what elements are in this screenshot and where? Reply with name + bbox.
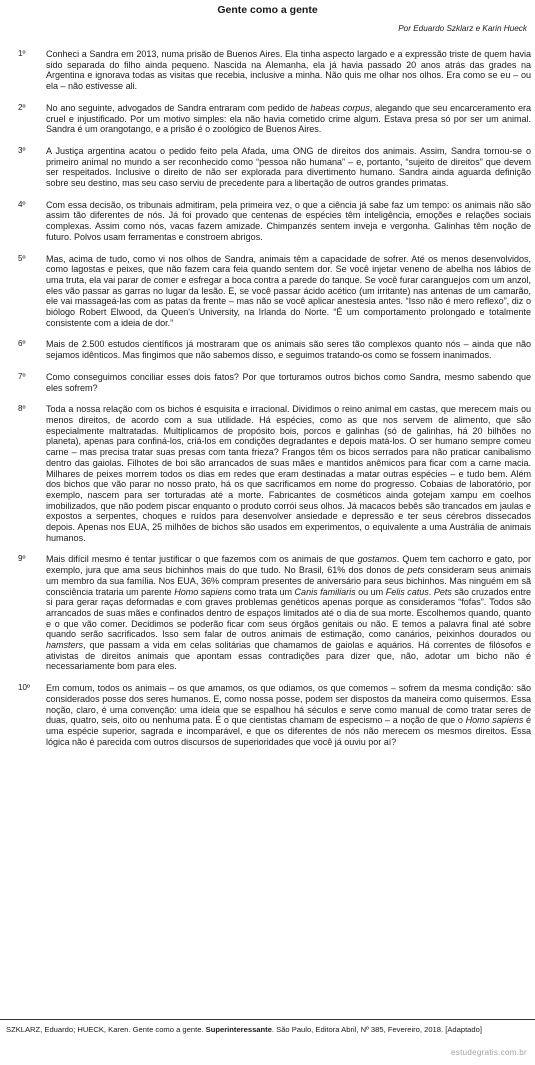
paragraph-text: Como conseguimos conciliar esses dois fatos? Por que torturamos outros bichos como Sandra, mesmo sabendo que eles sofrem? <box>46 371 531 393</box>
paragraph-text: Mas, acima de tudo, como vi nos olhos de Sandra, animais têm a capacidade de sofrer. Até os menos desenvolvidos, como lagostas e peixes, que não fazem cara feia quando sentem dor. Se você injetar veneno de abelha nos lábios de uma truta, ela vai parar de comer e esfregar a boca contra a parede do tanque. Se você furar caranguejos com um anzol, eles vão passar as garras no lugar da lesão. E, se você passar ácido acético (um irritante) nas antenas de um camarão, ele vai massageá-las com as patas da frente – mas não se você aplicar anestesia antes. “Isso não é mero reflexo”, diz o biólogo Robert Elwood, da Queen's University, na Irlanda do Norte. “É um comportamento prolongado e totalmente consistente com a ideia de dor.” <box>46 253 531 328</box>
reference-suffix: . São Paulo, Editora Abril, Nº 385, Fevereiro, 2018. [Adaptado] <box>271 1025 482 1034</box>
paragraph-text: Com essa decisão, os tribunais admitiram, pela primeira vez, o que a ciência já sabe faz um tempo: os animais não são assim tão diferentes de nós. Já foi provado que centenas de espécies têm inteligência, emoções e relações sociais complexas. Assim como nós, vacas fazem amizade. Chimpanzés sentem inveja e vergonha. Galinhas têm noção de futuro. Polvos usam ferramentas e constroem abrigos. <box>46 199 531 242</box>
paragraph-text: A Justiça argentina acatou o pedido feito pela Afada, uma ONG de direitos dos animais. Assim, Sandra tornou-se o primeiro animal no mundo a ser reconhecido como “pessoa não humana” – e, portanto, “sujeito de direitos” que devem ser respeitados. Inclusive o direito de não ser explorada para divertimento humano. Sandra ainda aguarda definição sobre seu destino, mas seu caso serviu de precedente para a libertação de outros grandes primatas. <box>46 145 531 189</box>
paragraph-number: 9º <box>18 554 26 564</box>
paragraph-number: 2º <box>18 102 26 112</box>
paragraph-number: 10º <box>18 683 30 693</box>
paragraph <box>0 339 535 360</box>
paragraph <box>0 404 535 543</box>
paragraph <box>0 49 535 92</box>
paragraph <box>0 254 535 329</box>
paragraph <box>0 683 535 747</box>
reference-source: Superinteressante <box>205 1025 272 1034</box>
paragraph <box>0 103 535 135</box>
author-byline: Por Eduardo Szklarz e Karin Hueck <box>398 24 527 33</box>
paragraph <box>0 200 535 243</box>
paragraph-number: 7º <box>18 371 26 381</box>
paragraph-number: 1º <box>18 49 26 58</box>
paragraph <box>0 554 535 672</box>
watermark: estudegratis.com.br <box>451 1048 527 1057</box>
paragraph <box>0 372 535 393</box>
paragraph-number: 5º <box>18 253 26 263</box>
page-title: Gente como a gente <box>217 4 318 16</box>
paragraph-number: 4º <box>18 199 26 209</box>
paragraph-text: Em comum, todos os animais – os que amamos, os que odiamos, os que comemos – sofrem da mesma condição: são considerados posse dos seres humanos. E, como nossa posse, podem ser dispostos da maneira como quisermos. Essa noção, claro, é uma convenção: uma ideia que se espalhou há séculos e serve como manual de como tratar seres de duas, quatro, seis, oito ou nenhuma pata. É o que cientistas chamam de especismo – a noção de que o Homo sapiens é uma espécie superior, sagrada e incomparável, e que os diferentes de nós não merecem os mesmos direitos. Essa lógica não é parecida com outros discursos de superioridades que você já ouviu por aí? <box>46 683 531 747</box>
paragraph-text: Mais difícil mesmo é tentar justificar o que fazemos com os animais de que gostamos. Quem tem cachorro e gato, por exemplo, jura que ama seus bichinhos mais do que tudo. No Brasil, 61% dos donos de pets consideram seus animais um membro da sua família. Nos EUA, 36% compram presentes de aniversário para seus bichinhos. Mas ninguém em sã consciência trataria um parente Homo sapiens como trata um Canis familiaris ou um Felis catus. Pets são cruzados entre si para gerar raças deformadas e com graves problemas genéticos apenas porque as consideramos “fofas”. Todos são arrancados de suas mães e confinados dentro de espaços limitados até o dia de sua morte. Escolhemos quando, quanto e o que vão comer. Decidimos se poderão ficar com seus órgãos genitais ou não. E temos a palavra final até sobre quando serão sacrificados. Isso sem falar de outros animais de estimação, como canários, peixinhos dourados ou hamsters, que passam a vida em celas solitárias que chamamos de gaiolas e aquários. Há correntes de filósofos e ativistas de direitos animais que apontam essas contradições para dizer que, não, adotar um bicho não é necessariamente bom para eles. <box>46 554 532 672</box>
divider <box>0 1019 535 1020</box>
paragraph-number: 8º <box>18 404 26 414</box>
bibliographic-reference <box>6 1025 530 1036</box>
paragraph-number: 6º <box>18 339 26 349</box>
paragraph-number: 3º <box>18 145 26 155</box>
reference-prefix: SZKLARZ, Eduardo; HUECK, Karen. Gente como a gente. <box>6 1025 206 1034</box>
paragraph-text: No ano seguinte, advogados de Sandra entraram com pedido de habeas corpus, alegando que seu encarceramento era cruel e injustificado. Por um motivo simples: ela não havia cometido crime algum. Estava presa só por ser um animal. Sandra é um orangotango, e a prisão é o zoológico de Buenos Aires. <box>46 102 532 135</box>
paragraph-text: Mais de 2.500 estudos científicos já mostraram que os animais são seres tão complexos quanto nós – ainda que não sejamos idênticos. Mas fingimos que não sabemos disso, e seguimos tratando-os como se fossem inanimados. <box>46 339 531 361</box>
paragraph-text: Conheci a Sandra em 2013, numa prisão de Buenos Aires. Ela tinha aspecto largado e a expressão triste de quem havia sido separada do filho ainda pequeno. Nascida na Alemanha, ela já havia passado 20 anos atrás das grades na Argentina e ignorava todas as visitas que recebia, inclusive a minha. Não quis me olhar nos olhos. Era como se eu – ou ela – não estivesse ali. <box>46 49 531 92</box>
article-body <box>0 49 535 747</box>
paragraph-text: Toda a nossa relação com os bichos é esquisita e irracional. Dividimos o reino animal em castas, que merecem mais ou menos direitos, de acordo com a sua utilidade. Há espécies, como as que nos servem de alimento, que são especialmente maltratadas. Multiplicamos de propósito bois, porcos e galinhas (só de galinhas, há 20 bilhões no planeta), apenas para confiná-los, criá-los em condições degradantes e depois matá-los. O ser humano sempre comeu carne – mas precisa tratar suas presas com tanta frieza? Frangos têm os bicos serrados para não praticar canibalismo dentro das gaiolas. Filhotes de boi são arrancados de suas mães e mantidos anêmicos para ficar com a carne macia. Milhares de peixes morrem todos os dias em redes que eram destinadas a matar outras espécies – e tudo bem. Além dos bichos que vão parar no nosso prato, há os que sacrificamos em nome do progresso. Cobaias de laboratório, por exemplo, nascem para ser torturadas até a morte. Fabricantes de cosméticos ainda gotejam xampu em coelhos imobilizados, que não podem piscar enquanto o produto corrói seus olhos. Já macacos bebês são trancados em jaulas e expostos a serpentes, choques e ruídos para desenvolver ansiedade e depressão e ter seus cérebros dissecados depois. Apenas nos EUA, 25 milhões de bichos são usados em experimentos, o equivalente a uma Austrália de animais humanos. <box>46 404 531 543</box>
paragraph <box>0 146 535 189</box>
